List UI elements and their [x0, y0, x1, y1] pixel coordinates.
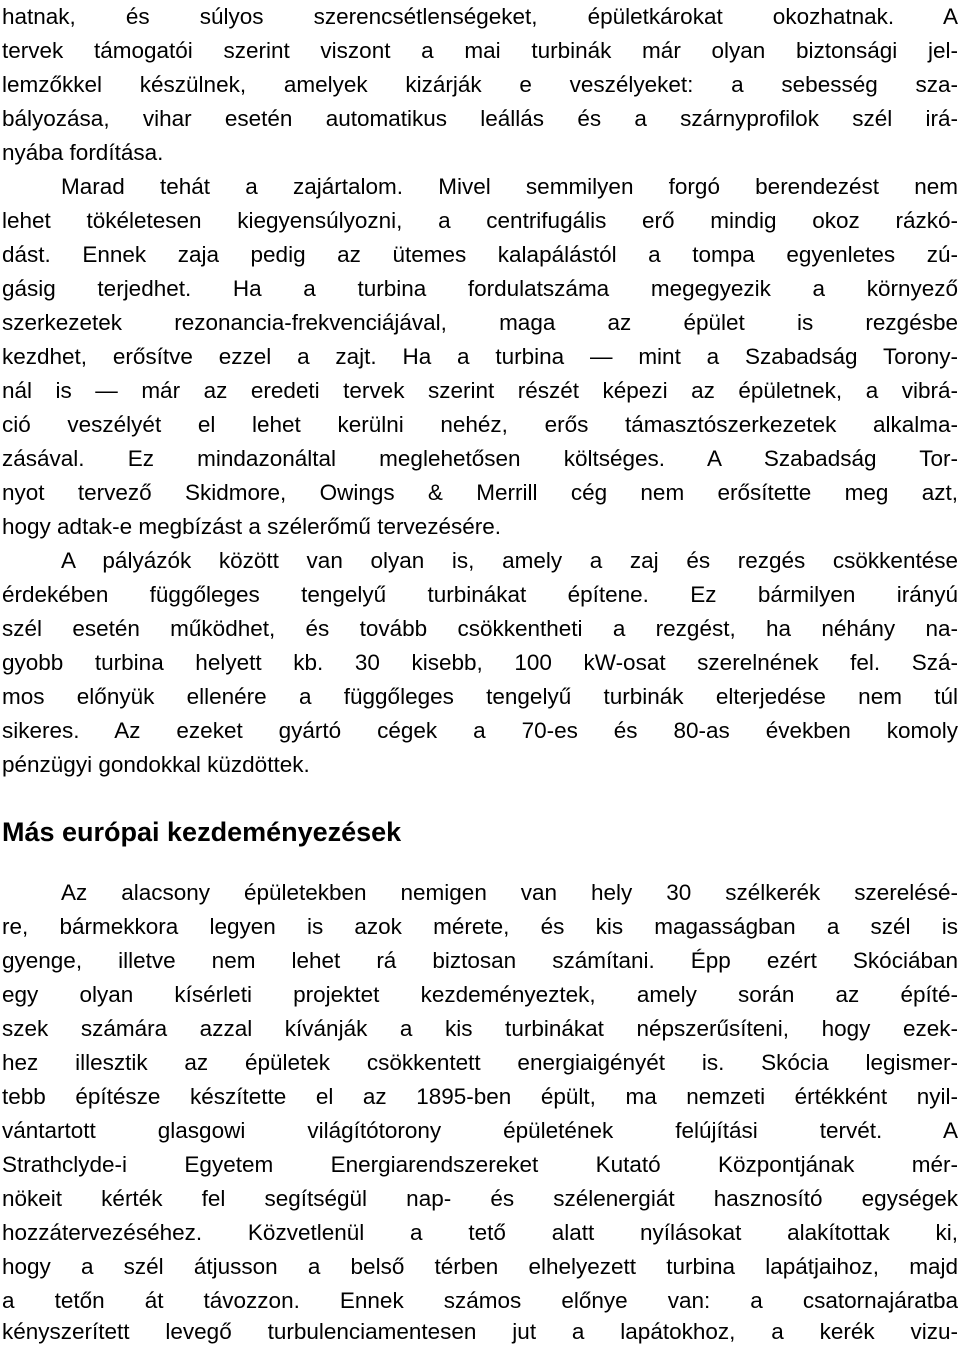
text-line: hogy a szél átjusson a belső térben elhelyezett turbina lapátjaihoz, majd [2, 1254, 958, 1279]
text-line: tervek támogatói szerint viszont a mai turbinák már olyan biztonsági jel- [2, 38, 958, 63]
text-line: lemzőkkel készülnek, amelyek kizárják e veszélyeket: a sebesség sza- [2, 72, 958, 97]
text-line: ció veszélyét el lehet kerülni nehéz, erős támasztószerkezetek alkalma- [2, 412, 958, 437]
text-line: hez illesztik az épületek csökkentett energiaigényét is. Skócia legismer- [2, 1050, 958, 1075]
text-line: hozzátervezéséhez. Közvetlenül a tető alatt nyílásokat alakítottak ki, [2, 1220, 958, 1245]
section-heading: Más európai kezdeményezések [2, 817, 402, 847]
text-line: re, bármekkora legyen is azok mérete, és kis magasságban a szél is [2, 914, 958, 939]
text-line: nyot tervező Skidmore, Owings & Merrill cég nem erősítette meg azt, [2, 480, 958, 505]
text-line: lehet tökéletesen kiegyensúlyozni, a centrifugális erő mindig okoz rázkó- [2, 208, 958, 233]
text-line: hogy adtak-e megbízást a szélerőmű tervezésére. [2, 514, 501, 539]
text-line: kényszerített levegő turbulenciamentesen jut a lapátokhoz, a kerék vizu- [2, 1319, 958, 1344]
text-line: a tetőn át távozzon. Ennek számos előnye van: a csatornajáratba [2, 1288, 958, 1313]
text-line: bályozása, vihar esetén automatikus leállás és a szárnyprofilok szél irá- [2, 106, 958, 131]
text-line: pénzügyi gondokkal küzdöttek. [2, 752, 310, 777]
text-line: mos előnyük ellenére a függőleges tengelyű turbinák elterjedése nem túl [2, 684, 958, 709]
text-line: érdekében függőleges tengelyű turbinákat építene. Ez bármilyen irányú [2, 582, 958, 607]
text-line: Az alacsony épületekben nemigen van hely 30 szélkerék szerelésé- [61, 880, 958, 905]
text-line: tebb építésze készítette el az 1895-ben épült, ma nemzeti értékként nyil- [2, 1084, 958, 1109]
text-line: A pályázók között van olyan is, amely a zaj és rezgés csökkentése [61, 548, 958, 573]
text-line: vántartott glasgowi világítótorony épületének felújítási tervét. A [2, 1118, 958, 1143]
text-line: gyobb turbina helyett kb. 30 kisebb, 100 kW-osat szerelnének fel. Szá- [2, 650, 958, 675]
text-line: Marad tehát a zajártalom. Mivel semmilyen forgó berendezést nem [61, 174, 958, 199]
text-line: zásával. Ez mindazonáltal meglehetősen költséges. A Szabadság Tor- [2, 446, 958, 471]
text-line: nál is — már az eredeti tervek szerint részét képezi az épületnek, a vibrá- [2, 378, 958, 403]
text-line: szél esetén működhet, és tovább csökkentheti a rezgést, ha néhány na- [2, 616, 958, 641]
text-line: kezdhet, erősítve ezzel a zajt. Ha a turbina — mint a Szabadság Torony- [2, 344, 958, 369]
text-line: nökeit kérték fel segítségül nap- és szélenergiát hasznosító egységek [2, 1186, 958, 1211]
text-line: sikeres. Az ezeket gyártó cégek a 70-es és 80-as években komoly [2, 718, 958, 743]
text-line: szek számára azzal kívánják a kis turbinákat népszerűsíteni, hogy ezek- [2, 1016, 958, 1041]
text-line: egy olyan kísérleti projektet kezdeményeztek, amely során az építé- [2, 982, 958, 1007]
text-line: Strathclyde-i Egyetem Energiarendszereket Kutató Központjának mér- [2, 1152, 958, 1177]
text-line: dást. Ennek zaja pedig az ütemes kalapálástól a tompa egyenletes zú- [2, 242, 958, 267]
text-line: gyenge, illetve nem lehet rá biztosan számítani. Épp ezért Skóciában [2, 948, 958, 973]
text-line: szerkezetek rezonancia-frekvenciájával, maga az épület is rezgésbe [2, 310, 958, 335]
text-line: nyába fordítása. [2, 140, 164, 165]
text-line: hatnak, és súlyos szerencsétlenségeket, épületkárokat okozhatnak. A [2, 4, 958, 29]
text-line: gásig terjedhet. Ha a turbina fordulatszáma megegyezik a környező [2, 276, 958, 301]
